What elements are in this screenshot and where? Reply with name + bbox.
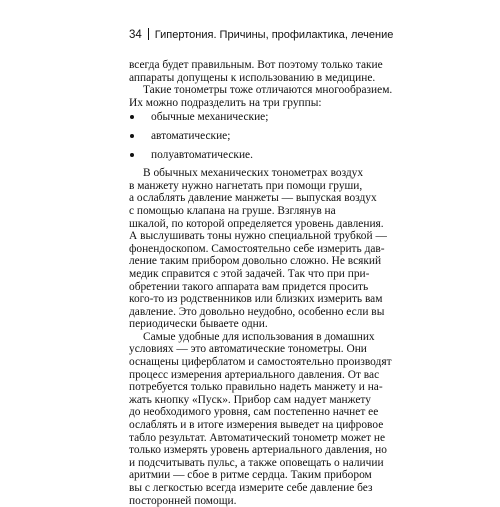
text-line: Их можно подразделить на три группы: [129,96,322,109]
text-line: Самые удобные для использования в домашних [143,330,375,343]
text-line: в манжету нужно нагнетать при помощи груши, [129,179,363,192]
text-line: оснащены циферблатом и самостоятельно производят [129,356,392,369]
text-line: аритмии — сбое в ритме сердца. Таким прибором [129,469,372,482]
text-line: а ослаблять давление манжеты — выпуская воздух [129,192,377,205]
list-item-text: автоматические; [151,129,231,142]
list-item-text: обычные механические; [151,111,269,124]
text-line: до необходимого уровня, сам постепенно начнет ее [129,406,379,419]
text-line: аппараты допущены к использованию в медицине. [129,71,376,84]
text-line: потребуется только правильно надеть манжету и на- [129,381,383,394]
body-text [129,59,393,507]
running-title: Гипертония. Причины, профилактика, лечение [154,29,394,41]
text-line: условиях — это автоматические тонометры. Они [129,343,367,356]
list-item [129,111,361,124]
bullet-icon [130,134,134,138]
text-line: Такие тонометры тоже отличаются многообразием. [143,84,393,97]
text-line: и подсчитывать пульс, а также оповещать о наличии [129,456,384,469]
bullet-icon [130,115,134,119]
paragraph-automatic [129,330,392,507]
text-line: вы с легкостью всегда измерите себе давление без [129,482,373,494]
text-line: всегда будет правильным. Вот поэтому только такие [129,59,383,71]
text-line: жать кнопку «Пуск». Прибор сам надует манжету [129,393,371,406]
text-line: с помощью клапана на груше. Взглянув на [129,204,336,217]
text-line: периодически бываете одни. [129,318,268,331]
text-line: А выслушивать тоны нужно специальной трубкой — [129,230,387,243]
text-line: обретении такого аппарата вам придется просить [129,280,369,293]
list-item [129,149,361,162]
text-line: медик справится с этой задачей. Так что при при- [129,267,370,280]
text-line: ослаблять и в итоге измерения выведет на цифровое [129,419,384,432]
paragraph-mechanical [129,167,387,331]
text-line: фонендоскопом. Самостоятельно себе измерить дав- [129,242,385,255]
text-line: посторонней помощи. [129,494,237,507]
list-item [129,130,361,143]
bullet-list [129,111,361,161]
text-line: ление таким прибором довольно сложно. Не всякий [129,255,382,268]
running-header [129,28,394,42]
text-line: процесс измерения артериального давления. От вас [129,368,380,381]
paragraph-groups-intro [129,84,393,109]
header-separator [148,28,149,40]
text-line: табло результат. Автоматический тонометр может не [129,431,386,444]
bullet-icon [130,153,134,157]
text-line: давление. Это довольно неудобно, особенно если вы [129,305,385,318]
text-line: В обычных механических тонометрах воздух [143,167,364,180]
page-number: 34 [129,29,142,41]
paragraph-continuation [129,59,383,84]
text-line: шкалой, по которой определяется уровень давления. [129,217,384,230]
text-line: только измерять уровень артериального давления, но [129,444,387,457]
list-item-text: полуавтоматические. [151,148,253,161]
text-line: кого-то из родственников или близких измерить вам [129,293,383,306]
